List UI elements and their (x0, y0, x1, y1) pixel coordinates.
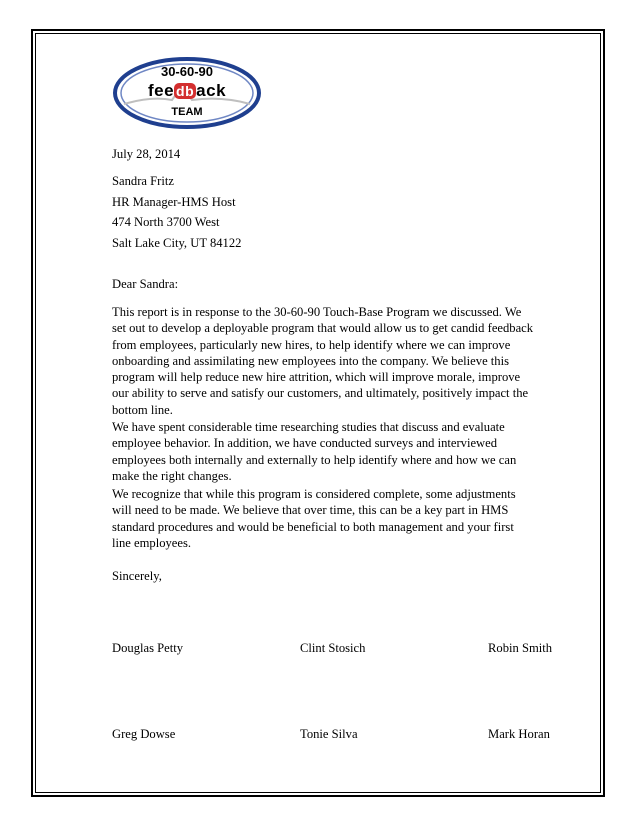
logo-feedback-pre: fee (147, 81, 175, 100)
paragraph-1 (112, 304, 533, 418)
signatory-greg-dowse: Greg Dowse (112, 727, 176, 741)
paragraph-line: standard procedures and would be beneficial to both management and your first (112, 519, 514, 534)
paragraph-line: will need to be made. We believe that over time, this can be a key part in HMS (112, 503, 509, 518)
paragraph-line: program will help reduce new hire attrition, which will improve morale, improve (112, 370, 521, 385)
paragraph-line: line employees. (112, 535, 192, 550)
closing: Sincerely, (112, 569, 162, 583)
signatory-douglas-petty: Douglas Petty (112, 641, 184, 655)
paragraph-line: This report is in response to the 30-60-90 Touch-Base Program we discussed. We (112, 305, 522, 319)
signatory-clint-stosich: Clint Stosich (300, 641, 366, 655)
signatory-mark-horan: Mark Horan (488, 727, 550, 741)
recipient-title: HR Manager-HMS Host (112, 195, 236, 209)
salutation: Dear Sandra: (112, 277, 179, 291)
signatory-robin-smith: Robin Smith (488, 641, 553, 655)
paragraph-line: employees both internally and externally to help identify where and how we can (112, 452, 517, 467)
recipient-name: Sandra Fritz (112, 174, 174, 188)
logo-feedback-badge: db (176, 83, 195, 99)
letter-date: July 28, 2014 (112, 147, 181, 161)
logo-team-text: TEAM (171, 106, 203, 118)
logo-feedback-text (112, 81, 262, 101)
paragraph-3 (112, 486, 516, 551)
paragraph-line: We recognize that while this program is considered complete, some adjustments (112, 487, 516, 501)
paragraph-line: our ability to serve and satisfy our customers, and ultimately, positively impact the (112, 386, 529, 401)
recipient-street: 474 North 3700 West (112, 215, 220, 229)
paragraph-line: We have spent considerable time researching studies that discuss and evaluate (112, 420, 505, 434)
logo-feedback-post: ack (196, 81, 227, 100)
feedback-team-logo (112, 56, 262, 130)
paragraph-line: from employees, particularly new hires, to help identify where we can improve (112, 337, 511, 352)
logo-top-text: 30-60-90 (160, 64, 214, 79)
paragraph-line: employee behavior. In addition, we have conducted surveys and interviewed (112, 436, 498, 451)
paragraph-line: onboarding and assimilating new employees into the company. We believe this (112, 353, 509, 368)
paragraph-line: set out to develop a deployable program that would allow us to get candid feedback (112, 321, 534, 336)
signatory-tonie-silva: Tonie Silva (300, 727, 358, 741)
recipient-city: Salt Lake City, UT 84122 (112, 236, 242, 250)
paragraph-line: bottom line. (112, 402, 173, 417)
paragraph-line: make the right changes. (112, 468, 232, 483)
paragraph-2 (112, 419, 516, 484)
